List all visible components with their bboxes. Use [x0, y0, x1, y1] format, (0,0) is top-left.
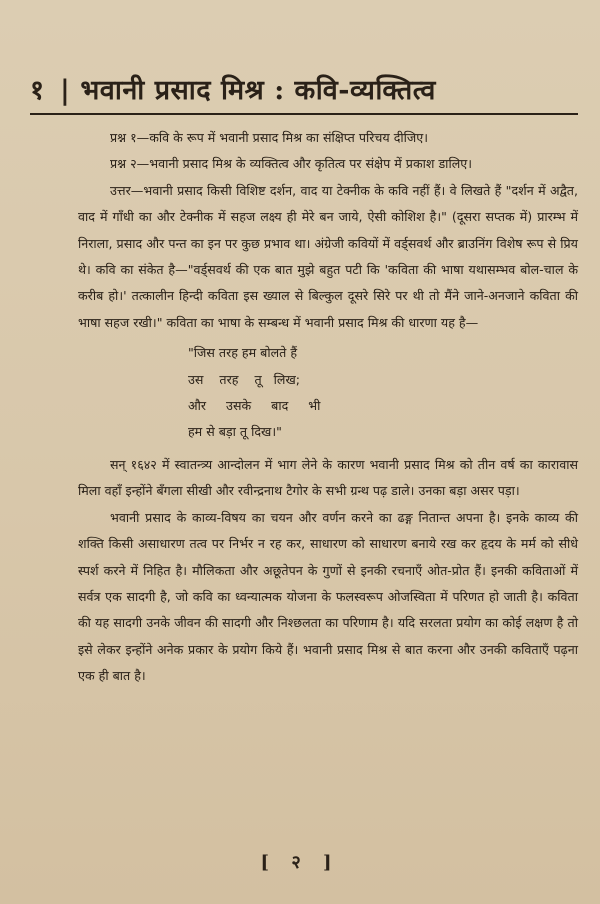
poem-line: और उसके बाद भी — [188, 398, 321, 414]
poem-quote — [188, 340, 578, 446]
chapter-number: १ — [30, 75, 45, 106]
page-number: [ २ ] — [260, 852, 340, 873]
chapter-title: भवानी प्रसाद मिश्र : कवि-व्यक्तित्व — [80, 75, 436, 106]
poem-line: उस तरह तू लिख; — [188, 371, 300, 387]
page-body — [78, 125, 578, 690]
chapter-heading — [30, 70, 570, 107]
answer-paragraph: उत्तर—भवानी प्रसाद किसी विशिष्ट दर्शन, वाद या टेक्नीक के कवि नहीं हैं। वे लिखते हैं "दर्शन में अद्वैत, वाद में गाँधी का और टेक्नीक में सहज लक्ष्य ही मेरे बन जाये, ऐसी कोशिश है।" (दूसरा सप्तक में) प्रारम्भ में निराला, प्रसाद और पन्त का इन पर कुछ प्रभाव था। अंग्रेजी कवियों में वर्ड्सवर्थ और ब्राउनिंग विशेष रूप से प्रिय थे। कवि का संकेत है—"वर्ड्सवर्थ की एक बात मुझे बहुत पटी कि 'कविता की भाषा यथासम्भव बोल-चाल के करीब हो।' तत्कालीन हिन्दी कविता इस ख्याल से बिल्कुल दूसरे सिरे पर थी तो मैंने जाने-अनजाने कविता की भाषा सहज रखी।" कविता का भाषा के सम्बन्ध में भवानी प्रसाद मिश्र की धारणा यह है— — [78, 182, 578, 330]
question-2: प्रश्न २—भवानी प्रसाद मिश्र के व्यक्तित्व और कृतित्व पर संक्षेप में प्रकाश डालिए। — [110, 156, 472, 172]
paragraph-3: भवानी प्रसाद के काव्य-विषय का चयन और वर्णन करने का ढङ्ग नितान्त अपना है। इनके काव्य की शक्ति किसी असाधारण तत्व पर निर्भर न रह कर, साधारण को साधारण बनाये रख कर हृदय के मर्म को सीधे स्पर्श करने में निहित है। मौलिकता और अछूतेपन के गुणों से इनकी रचनाएँ ओत-प्रोत हैं। इनकी कविताओं में सर्वत्र एक सादगी है, जो कवि का ध्वन्यात्मक योजना के फलस्वरूप ओजस्विता में परिणत हो जाती है। कविता की यह सादगी उनके जीवन की सादगी और निश्छलता का परिणाम है। यदि सरलता प्रयोग का कोई लक्षण है तो इसे लेकर इन्होंने अनेक प्रकार के प्रयोग किये हैं। भवानी प्रसाद मिश्र से बात करना और उनकी कविताएँ पढ़ना एक ही बात है। — [78, 509, 578, 684]
poem-line: "जिस तरह हम बोलते हैं — [188, 345, 298, 361]
poem-line: हम से बड़ा तू दिख।" — [188, 424, 282, 440]
heading-rule — [30, 113, 578, 115]
paragraph-2: सन् १६४२ में स्वातन्त्र्य आन्दोलन में भाग लेने के कारण भवानी प्रसाद मिश्र को तीन वर्ष का कारावास मिला वहाँ इन्होंने बँगला सीखी और रवीन्द्रनाथ टैगोर के सभी ग्रन्थ पढ़ डाले। उनका बड़ा असर पड़ा। — [78, 456, 578, 499]
question-1: प्रश्न १—कवि के रूप में भवानी प्रसाद मिश्र का संक्षिप्त परिचय दीजिए। — [110, 130, 428, 145]
heading-separator: | — [60, 75, 71, 106]
